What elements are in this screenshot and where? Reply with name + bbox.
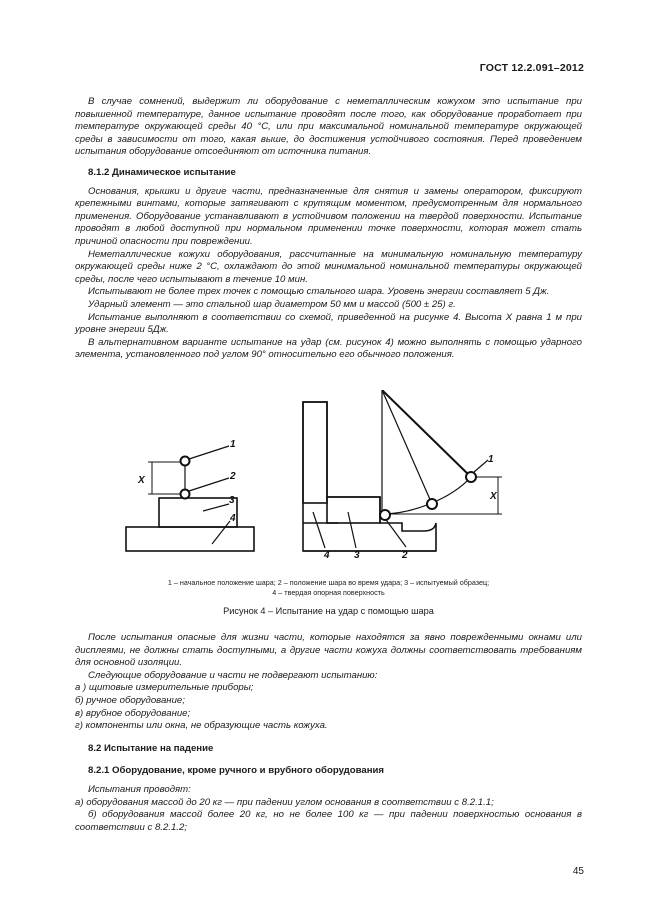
test-sample-left (159, 498, 237, 527)
label-3-right: 3 (354, 550, 360, 561)
paragraph: Испытывают не более трех точек с помощью стального шара. Уровень энергии составляет 5 Дж. (88, 286, 550, 298)
label-4-right: 4 (324, 550, 330, 561)
paragraph: Испытание выполняют в соответствии со схемой, приведенной на рисунке 4. Высота X равна 1 м при уровне энергии 5Дж. (75, 311, 582, 336)
ball-initial-position-left (181, 457, 190, 466)
list-item: в) врубное оборудование; (75, 707, 191, 719)
paragraph: Неметаллические кожухи оборудования, рассчитанные на минимальную номинальную температуру окружающей среды ниже 2 °С, охлаждают до этой минимальной номинальной температуры окружающей среды, после чего испытывают в течение 10 мин. (75, 248, 582, 285)
list-item: а ) щитовые измерительные приборы; (75, 682, 254, 694)
label-1-right: 1 (488, 454, 494, 465)
label-x-left: X (138, 475, 145, 486)
label-2-right: 2 (402, 550, 408, 561)
paragraph: В альтернативном варианте испытание на удар (см. рисунок 4) можно выполнять с помощью ударного элемента, установленного под углом 90° относительно его обычного положения. (75, 336, 582, 361)
ball-initial-position-right (466, 472, 476, 482)
ball-impact-position-right (380, 510, 390, 520)
label-x-right: X (490, 491, 497, 502)
text-block-bottom (75, 632, 582, 834)
ball-swing-position-right (427, 499, 437, 509)
swing-arc (382, 477, 471, 514)
figure-title: Рисунок 4 – Испытание на удар с помощью шара (223, 606, 434, 616)
paragraph: Ударный элемент — это стальной шар диаметром 50 мм и массой (500 ± 25) г. (88, 298, 456, 310)
paragraph: В случае сомнений, выдержит ли оборудование с неметаллическим кожухом это испытание при повышенной температуре, данное испытание проводят после того, как оборудование проработает при температуре окружающей среды 40 °С, или при максимальной номинальной температуре окружающей среды в зависимости от того, какая выше, до достижения устойчивого состояния. Перед проведением испытания оборудование отсоединяют от источника питания. (75, 96, 582, 158)
list-item: г) компоненты или окна, не образующие часть кожуха. (75, 720, 328, 732)
label-2-left: 2 (230, 471, 236, 482)
list-item: б) ручное оборудование; (75, 694, 185, 706)
figure-legend-line: 1 – начальное положение шара; 2 – положение шара во время удара; 3 – испытуемый образец; (167, 578, 490, 587)
paragraph: Следующие оборудование и части не подвергают испытанию: (88, 669, 378, 681)
support-surface-left (126, 527, 254, 551)
page-number: 45 (572, 866, 584, 877)
pendulum-string-initial (382, 390, 471, 477)
paragraph: Испытания проводят: (88, 783, 191, 795)
impact-test-figure (110, 390, 540, 568)
text-block-top (75, 96, 582, 362)
figure-legend (75, 578, 582, 598)
paragraph: б) оборудования массой более 20 кг, но не более 100 кг — при падении поверхностью основания в соответствии с 8.2.1.2; (75, 809, 582, 833)
section-heading: 8.2 Испытание на падение (88, 742, 214, 754)
leader-1-left (189, 446, 229, 459)
wall-right (303, 402, 327, 503)
subsection-heading: 8.2.1 Оборудование, кроме ручного и врубного оборудования (88, 765, 385, 777)
leader-3-left (203, 504, 229, 511)
leader-2-right (384, 517, 406, 547)
section-heading: 8.1.2 Динамическое испытание (88, 166, 236, 178)
leader-4-left (212, 521, 230, 544)
pendulum-string-mid (382, 390, 432, 504)
paragraph: а) оборудования массой до 20 кг — при падении углом основания в соответствии с 8.2.1.1; (75, 796, 494, 808)
ball-impact-position-left (181, 490, 190, 499)
test-sample-right (327, 497, 380, 523)
leader-1-right (474, 460, 488, 472)
page-header-standard: ГОСТ 12.2.091–2012 (479, 62, 584, 74)
leader-2-left (189, 478, 229, 491)
label-3-left: 3 (229, 495, 235, 506)
label-1-left: 1 (230, 439, 236, 450)
paragraph: Основания, крышки и другие части, предназначенные для снятия и замены оператором, фиксируют крепежными винтами, которые затягивают с крутящим моментом, предусмотренным для нормального применения. Оборудование устанавливают в устойчивом положении на твердой поверхности. Испытание проводят в любой доступной при нормальном применении точке поверхности, которая может стать причиной опасности при повреждении. (75, 185, 582, 247)
label-4-left: 4 (230, 513, 236, 524)
leader-3-right (348, 512, 356, 548)
leader-4-right (313, 512, 325, 548)
figure-legend-line: 4 – твердая опорная поверхность (272, 588, 385, 597)
paragraph: После испытания опасные для жизни части, которые находятся за явно поврежденными окнами или дисплеями, не должны стать доступными, а другие части кожуха должны соответствовать требованиям для основной изоляции. (75, 632, 582, 669)
